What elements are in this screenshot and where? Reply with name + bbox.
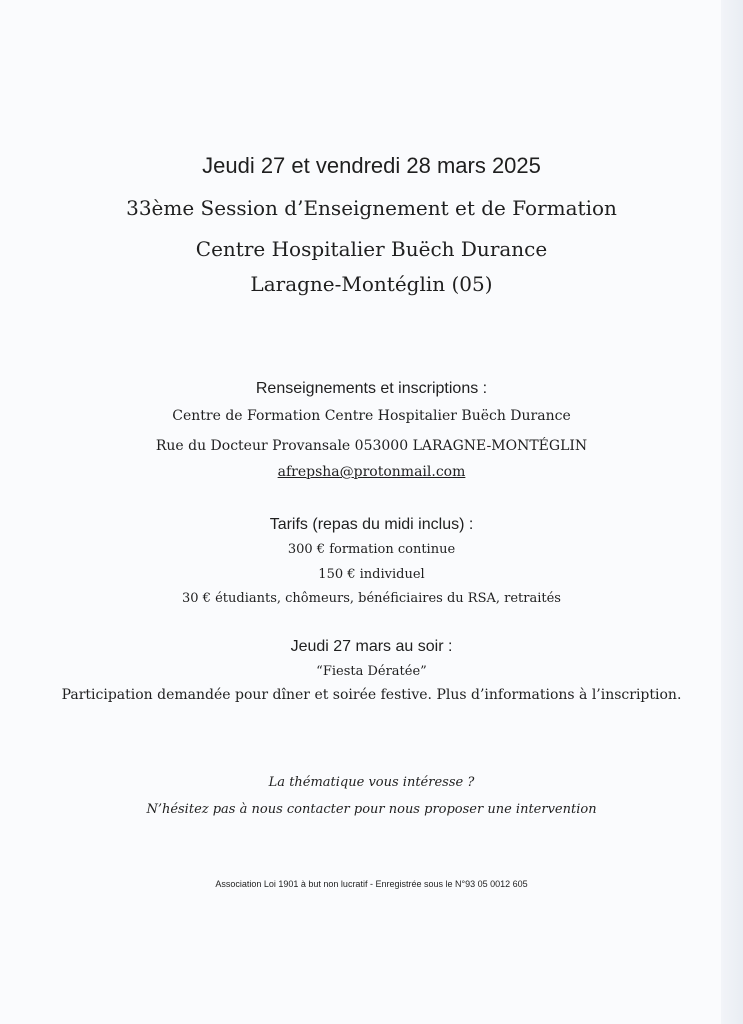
event-location: Laragne-Montéglin (05) [250, 272, 493, 296]
tarif-item: 30 € étudiants, chômeurs, bénéficiaires du RSA, retraités [182, 591, 561, 606]
evening-note: Participation demandée pour dîner et soirée festive. Plus d’informations à l’inscription. [61, 687, 682, 703]
association-footer: Association Loi 1901 à but non lucratif - Enregistrée sous le N°93 05 0012 605 [215, 879, 528, 889]
event-date: Jeudi 27 et vendredi 28 mars 2025 [202, 153, 541, 178]
registration-organisation: Centre de Formation Centre Hospitalier Buëch Durance [172, 408, 571, 424]
session-title: 33ème Session d’Enseignement et de Formation [126, 196, 617, 220]
registration-heading: Renseignements et inscriptions : [255, 380, 488, 397]
registration-address: Rue du Docteur Provansale 053000 LARAGNE-MONTÉGLIN [155, 438, 588, 454]
evening-name: “Fiesta Dératée” [316, 664, 427, 679]
tarifs-heading: Tarifs (repas du midi inclus) : [269, 516, 474, 533]
call-line-2: N’hésitez pas à nous contacter pour nous proposer une intervention [146, 802, 597, 817]
registration-email-link[interactable]: afrepsha@protonmail.com [277, 464, 466, 480]
tarif-item: 150 € individuel [318, 567, 425, 582]
centre-name: Centre Hospitalier Buëch Durance [195, 237, 548, 261]
call-line-1: La thématique vous intéresse ? [268, 775, 475, 790]
tarif-item: 300 € formation continue [287, 542, 456, 557]
evening-heading: Jeudi 27 mars au soir : [290, 638, 453, 655]
